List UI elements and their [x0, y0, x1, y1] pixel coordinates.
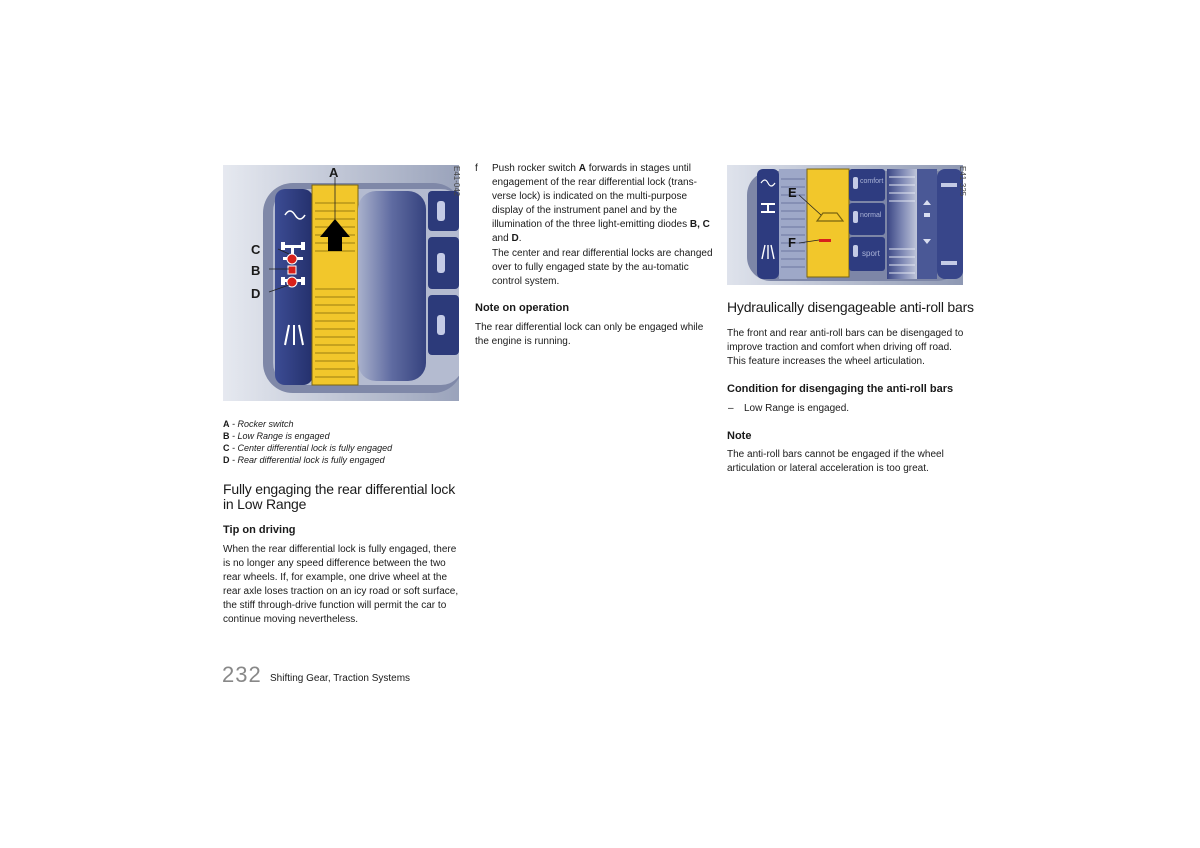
rocker-switch-illustration [223, 165, 459, 401]
step-text: Push rocker switch A forwards in stages until engagement of the rear differential lock (trans-verse lock) is indicated on the multi-purpose display of the instrument panel and by the illumination of the three light-emitting diodes B, C and D. The center and rear differential locks are changed over to fully engaged state by the au-tomatic control system. [492, 162, 714, 289]
operation-body-text: The rear differential lock can only be engaged while the engine is running. [475, 322, 704, 348]
callout-d: D [251, 286, 261, 301]
caption-a: A - Rocker switch [223, 419, 294, 429]
callout-a: A [329, 165, 339, 180]
caption-c: C - Center differential lock is fully engaged [223, 443, 393, 453]
subheading-tip-on-driving: Tip on driving [223, 524, 296, 536]
figure-code-right: E41-325 [958, 166, 967, 197]
step-note: The center and rear differential locks are changed over to fully engaged state by the au-tomatic control system. [492, 247, 713, 287]
section-heading-rear-lock: Fully engaging the rear differential lock in Low Range [223, 481, 456, 512]
callout-b: B [251, 263, 261, 278]
anti-roll-switch-figure [727, 165, 963, 285]
section-heading-anti-roll: Hydraulically disengageable anti-roll bars [727, 299, 974, 315]
step-bullet: f [475, 163, 478, 174]
subheading-condition: Condition for disengaging the anti-roll bars [727, 383, 954, 395]
mode-button-sport: sport [862, 249, 880, 258]
mode-button-normal: normal [860, 212, 882, 219]
condition-item: Low Range is engaged. [744, 403, 850, 414]
caption-d: D - Rear differential lock is fully engaged [223, 455, 385, 465]
condition-dash: – [728, 403, 734, 414]
callout-f: F [788, 235, 796, 250]
footer-section-title: Shifting Gear, Traction Systems [270, 673, 411, 684]
callout-e: E [788, 185, 797, 200]
anti-roll-body-text: The front and rear anti-roll bars can be disengaged to improve traction and comfort when driving off road. This feature increases the wheel articulation. [727, 328, 964, 368]
note-body-text: The anti-roll bars cannot be engaged if the wheel articulation or lateral acceleration is too great. [727, 449, 944, 475]
rocker-switch-figure [223, 165, 459, 401]
subheading-note: Note [727, 430, 752, 442]
anti-roll-switch-illustration [727, 165, 963, 285]
callout-c: C [251, 242, 261, 257]
figure-code-left: E41-042 [452, 166, 461, 197]
mode-button-comfort: comfort [860, 178, 884, 185]
page-number: 232 [222, 662, 262, 687]
tip-body-text: When the rear differential lock is fully engaged, there is no longer any speed difference between the two rear wheels. If, for example, one drive wheel at the rear axle loses traction on an icy road or soft surface, the stiff through-drive function will permit the car to continue moving nevertheless. [223, 544, 459, 626]
figure-captions [223, 418, 463, 466]
subheading-note-on-operation: Note on operation [475, 302, 570, 314]
caption-b: B - Low Range is engaged [223, 431, 330, 441]
